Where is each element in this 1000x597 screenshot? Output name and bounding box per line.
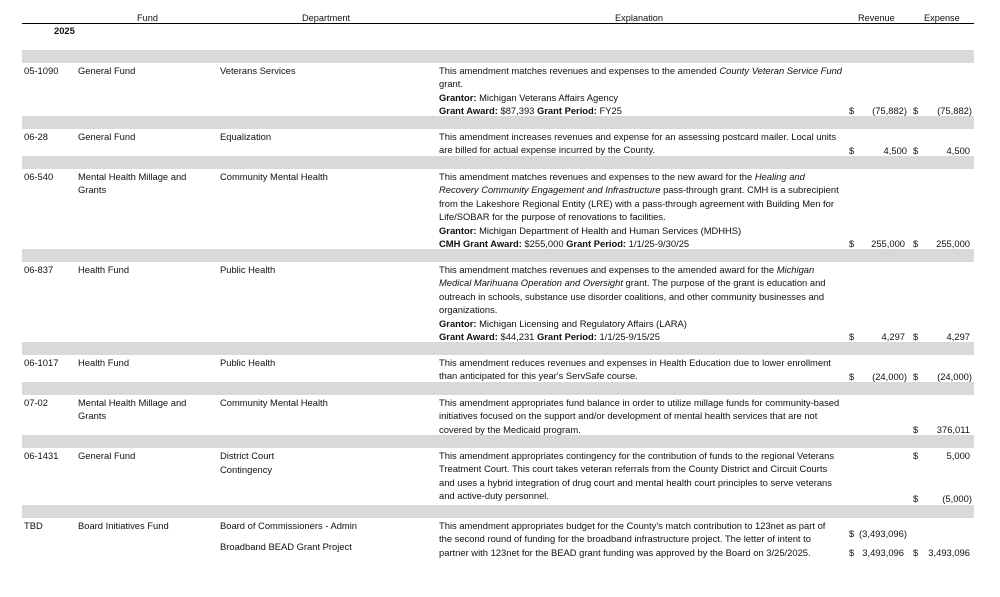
row-department-secondary: Broadband BEAD Grant Project	[220, 541, 352, 552]
row-revenue: 4,297	[881, 331, 905, 342]
row-explanation: This amendment reduces revenues and expenses in Health Education due to lower enrollment than anticipated for this year's ServSafe course.	[439, 357, 831, 382]
row-expense-secondary: (5,000)	[942, 493, 972, 504]
row-revenue: 255,000	[871, 238, 905, 249]
row-explanation: This amendment matches revenues and expenses to the new award for the Healing and Recovery Community Engagement and Infrastructure pass-through grant. CMH is a subrecipient from the Lakeshore Regional Entity (LRE) with a pass-through agreement with Building Men for Life/SOBAR for the purpose of renovations to facilities. Grantor: Michigan Department of Health and Human Services (MDHHS) CMH Grant Award: $255,000 Grant Period: 1/1/25-9/30/25	[439, 171, 839, 250]
row-explanation: This amendment appropriates fund balance in order to utilize millage funds for community-based initiatives focused on the support and/or development of mental health services that are not covered by the Medicaid program.	[439, 397, 840, 435]
row-expense: 5,000	[946, 450, 970, 461]
header-rule	[22, 23, 974, 24]
row-expense: 376,011	[936, 424, 970, 435]
header-explanation: Explanation	[615, 13, 664, 23]
currency-symbol: $	[849, 371, 855, 382]
row-revenue: (24,000)	[872, 371, 907, 382]
row-explanation: This amendment appropriates budget for the County's match contribution to 123net as part of the second round of funding for the broadband infrastructure project. The letter of intent to partner with 123net for the BEAD grant funding was approved by the Board on 3/25/2025.	[439, 520, 826, 558]
currency-symbol: $	[849, 238, 855, 249]
row-separator	[22, 435, 974, 448]
row-department: Community Mental Health	[220, 171, 328, 182]
row-revenue-secondary: 3,493,096	[862, 547, 904, 558]
row-expense: (75,882)	[937, 105, 972, 116]
row-id: 06-540	[24, 171, 54, 182]
currency-symbol: $	[913, 450, 919, 461]
row-separator	[22, 505, 974, 518]
row-fund: Mental Health Millage and Grants	[78, 171, 187, 196]
row-department: Community Mental Health	[220, 397, 328, 408]
row-id: 06-1017	[24, 357, 59, 368]
year-label: 2025	[54, 25, 75, 36]
row-revenue: (3,493,096)	[859, 528, 907, 539]
row-id: 06-1431	[24, 450, 59, 461]
row-separator	[22, 342, 974, 355]
row-expense: (24,000)	[937, 371, 972, 382]
row-fund: Health Fund	[78, 357, 130, 368]
currency-symbol: $	[913, 493, 919, 504]
row-explanation: This amendment increases revenues and expense for an assessing postcard mailer. Local units are billed for actual expense incurred by the County.	[439, 131, 837, 156]
row-explanation: This amendment appropriates contingency for the contribution of funds to the regional Veterans Treatment Court. This court takes veteran referrals from the County District and Circuit Courts and uses a hybrid integration of drug court and mental health court principles to serve veterans and active-duty personnel.	[439, 450, 835, 502]
row-department: District Court	[220, 450, 275, 461]
row-separator	[22, 116, 974, 129]
row-department: Board of Commissioners - Admin	[220, 520, 358, 531]
row-fund: Health Fund	[78, 264, 130, 275]
row-id: 06-837	[24, 264, 54, 275]
row-department: Public Health	[220, 357, 276, 368]
row-id: 05-1090	[24, 65, 59, 76]
currency-symbol: $	[913, 331, 919, 342]
row-department: Veterans Services	[220, 65, 296, 76]
row-separator	[22, 156, 974, 169]
header-expense: Expense	[924, 13, 960, 23]
currency-symbol: $	[913, 238, 919, 249]
row-revenue: 4,500	[883, 145, 907, 156]
row-separator	[22, 50, 974, 63]
header-fund: Fund	[137, 13, 158, 23]
row-department: Equalization	[220, 131, 272, 142]
currency-symbol: $	[913, 371, 919, 382]
currency-symbol: $	[913, 105, 919, 116]
row-id: TBD	[24, 520, 43, 531]
row-separator	[22, 382, 974, 395]
row-fund: General Fund	[78, 131, 136, 142]
header-revenue: Revenue	[858, 13, 895, 23]
row-fund: General Fund	[78, 450, 136, 461]
currency-symbol: $	[849, 145, 855, 156]
row-explanation: This amendment matches revenues and expenses to the amended award for the Michigan Medical Marihuana Operation and Oversight grant. The purpose of the grant is education and outreach in schools, substance use disorder coalitions, and other community businesses and organizations. Grantor: Michigan Licensing and Regulatory Affairs (LARA) Grant Award: $44,231 Grant Period: 1/1/25-9/15/25	[439, 264, 826, 343]
currency-symbol: $	[913, 547, 919, 558]
currency-symbol: $	[849, 105, 855, 116]
row-fund: General Fund	[78, 65, 136, 76]
currency-symbol: $	[913, 145, 919, 156]
currency-symbol: $	[913, 424, 919, 435]
row-fund: Board Initiatives Fund	[78, 520, 169, 531]
row-id: 07-02	[24, 397, 48, 408]
currency-symbol: $	[849, 528, 855, 539]
row-expense-secondary: 3,493,096	[928, 547, 970, 558]
header-department: Department	[302, 13, 351, 23]
row-fund: Mental Health Millage and Grants	[78, 397, 187, 422]
currency-symbol: $	[849, 547, 855, 558]
row-expense: 4,500	[946, 145, 970, 156]
row-expense: 4,297	[946, 331, 970, 342]
row-department: Public Health	[220, 264, 276, 275]
row-revenue: (75,882)	[872, 105, 907, 116]
row-explanation: This amendment matches revenues and expenses to the amended County Veteran Service Fund grant. Grantor: Michigan Veterans Affairs Agency Grant Award: $87,393 Grant Period: FY25	[439, 65, 843, 117]
currency-symbol: $	[849, 331, 855, 342]
row-separator	[22, 249, 974, 262]
row-expense: 255,000	[936, 238, 970, 249]
row-department-secondary: Contingency	[220, 464, 273, 475]
row-id: 06-28	[24, 131, 48, 142]
